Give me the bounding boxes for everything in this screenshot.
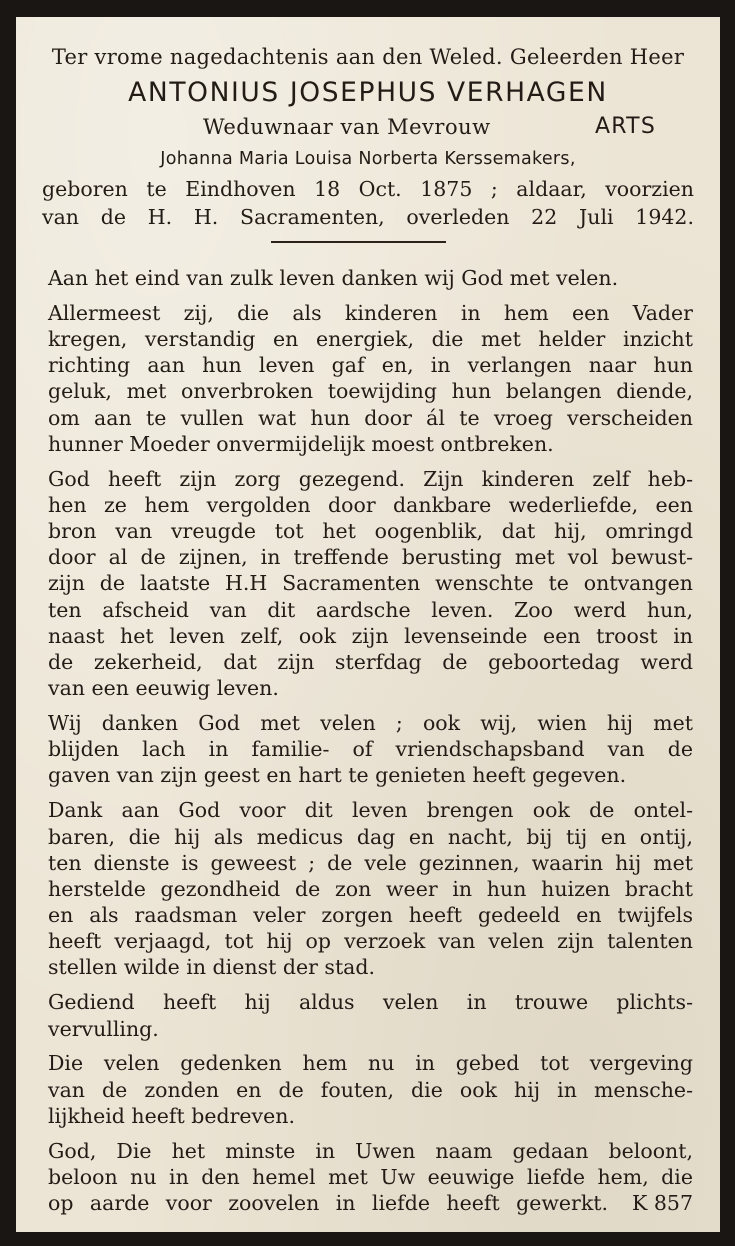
text-line: ten dienste is geweest ; de vele gezinnen, waarin hij met — [48, 850, 693, 875]
text-line: Allermeest zij, die als kinderen in hem een Vader — [48, 300, 693, 325]
text-line: God heeft zijn zorg gezegend. Zijn kinderen zelf heb- — [48, 466, 693, 491]
paragraph-4 — [48, 710, 693, 789]
text-line: de zekerheid, dat zijn sterfdag de geboortedag werd — [48, 650, 693, 674]
text-line: baren, die hij als medicus dag en nacht, bij tij en ontij, — [48, 824, 693, 849]
text-line: Aan het eind van zulk leven danken wij God met velen. — [48, 266, 619, 290]
card-body-text — [48, 265, 693, 1225]
text-line: om aan te vullen wat hun door ál te vroeg verscheiden — [48, 405, 693, 430]
text-line: Gediend heeft hij aldus velen in trouwe plichts- — [48, 990, 693, 1015]
printer-code: K 857 — [632, 1191, 693, 1215]
text-line: stellen wilde in dienst der stad. — [48, 955, 376, 980]
text-line: heeft verjaagd, tot hij op verzoek van velen zijn talenten — [48, 929, 693, 954]
text-line: Die velen gedenken hem nu in gebed tot vergeving — [48, 1051, 693, 1076]
card-paper — [16, 17, 720, 1232]
paragraph-8 — [48, 1138, 693, 1217]
paragraph-3 — [48, 466, 693, 702]
text-line: God, Die het minste in Uwen naam gedaan beloont, — [48, 1138, 693, 1163]
text-line: van de zonden en de fouten, die ook hij in mensche- — [48, 1077, 693, 1102]
profession-title: ARTS — [595, 114, 656, 139]
paragraph-6 — [48, 989, 693, 1041]
text-line: geluk, met onverbroken toewijding hun belangen diende, — [48, 379, 693, 404]
text-line: kregen, verstandig en energiek, die met helder inzicht — [48, 327, 693, 352]
final-line — [48, 1190, 693, 1216]
text-line: gaven van zijn geest en hart te genieten heeft gegeven. — [48, 763, 627, 788]
text-line: en als raadsman veler zorgen heeft gedeeld en twijfels — [48, 903, 693, 928]
text-line: vervulling. — [48, 1016, 159, 1041]
deceased-name: ANTONIUS JOSEPHUS VERHAGEN — [128, 77, 608, 108]
text-line: Wij danken God met velen ; ook wij, wien hij met — [48, 711, 693, 736]
dates-line-2: van de H. H. Sacramenten, overleden 22 Juli 1942. — [42, 205, 694, 229]
text-line: hen ze hem vergolden door dankbare wederliefde, een — [48, 492, 693, 517]
text-line: beloon nu in den hemel met Uw eeuwige liefde hem, die — [48, 1164, 693, 1189]
dates-line-1: geboren te Eindhoven 18 Oct. 1875 ; aldaar, voorzien — [42, 177, 694, 201]
text-line: lijkheid heeft bedreven. — [48, 1103, 295, 1128]
paragraph-5 — [48, 797, 693, 980]
header-divider — [271, 241, 446, 243]
wife-name: Johanna Maria Louisa Norberta Kerssemakers, — [160, 149, 576, 169]
text-line: hunner Moeder onvermijdelijk moest ontbreken. — [48, 431, 554, 456]
card-header — [42, 39, 694, 231]
text-line: bron van vreugde tot het oogenblik, dat hij, omringd — [48, 519, 693, 544]
paragraph-2 — [48, 300, 693, 457]
widower-of-text: Weduwnaar van Mevrouw — [203, 115, 491, 139]
intro-line: Ter vrome nagedachtenis aan den Weled. Geleerden Heer — [51, 45, 685, 69]
paragraph-1 — [48, 265, 693, 291]
text-line: ten afscheid van dit aardsche leven. Zoo werd hun, — [48, 597, 693, 622]
text-line: richting aan hun leven gaf en, in verlangen naar hun — [48, 353, 693, 378]
paragraph-7 — [48, 1050, 693, 1129]
widower-row — [42, 111, 694, 143]
text-line: op aarde voor zoovelen in liefde heeft gewerkt. — [48, 1191, 609, 1215]
text-line: zijn de laatste H.H Sacramenten wenschte te ontvangen — [48, 571, 693, 596]
text-line: van een eeuwig leven. — [48, 676, 279, 701]
text-line: Dank aan God voor dit leven brengen ook de ontel- — [48, 798, 693, 823]
text-line: blijden lach in familie- of vriendschapsband van de — [48, 737, 693, 762]
text-line: naast het leven zelf, ook zijn levenseinde een troost in — [48, 623, 693, 648]
text-line: door al de zijnen, in treffende berusting met vol bewust- — [48, 545, 693, 570]
text-line: herstelde gezondheid de zon weer in hun huizen bracht — [48, 876, 693, 901]
